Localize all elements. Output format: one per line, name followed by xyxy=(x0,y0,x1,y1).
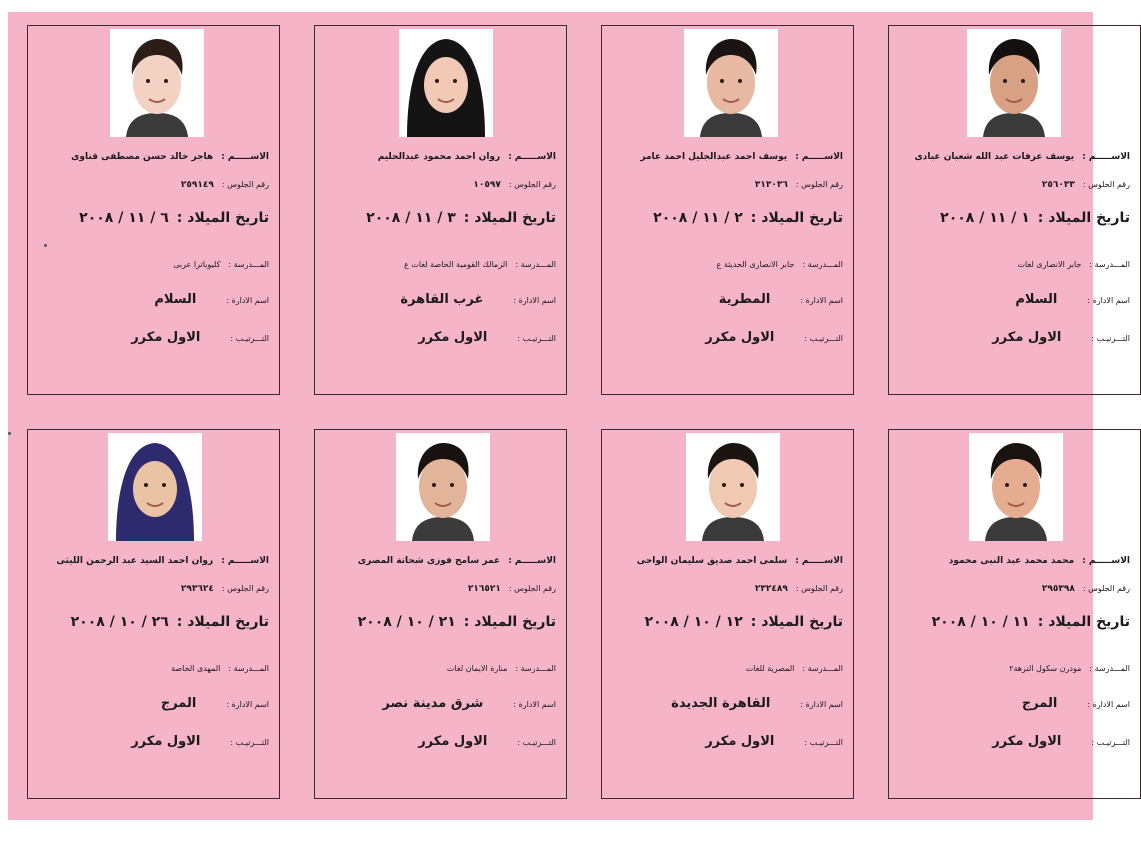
portrait-image xyxy=(399,29,493,137)
dob-label: تاريخ الميلاد : xyxy=(463,614,556,630)
dob-label: تاريخ الميلاد : xyxy=(176,614,269,630)
student-photo xyxy=(110,29,204,137)
student-name: روان احمد محمود عبدالحليم xyxy=(377,152,501,162)
school-name: المهدى الخاصة xyxy=(171,664,221,673)
rank-value: الاول مكرر xyxy=(705,734,775,749)
school-label: المـــدرسة : xyxy=(228,260,269,269)
seat-number: ٢٣٢٤٨٩ xyxy=(754,584,788,594)
seat-label: رقم الجلوس : xyxy=(508,584,556,593)
student-card xyxy=(601,25,854,395)
student-photo xyxy=(108,433,202,541)
admin-label: اسم الادارة : xyxy=(800,296,843,305)
dob-label: تاريخ الميلاد : xyxy=(176,210,269,226)
rank-label: التـــرتيـب : xyxy=(517,334,556,343)
dob-label: تاريخ الميلاد : xyxy=(1037,210,1130,226)
seat-label: رقم الجلوس : xyxy=(795,584,843,593)
admin-name: المرج xyxy=(1021,696,1058,711)
seat-label: رقم الجلوس : xyxy=(221,180,269,189)
rank-label: التـــرتيـب : xyxy=(1091,738,1130,747)
rank-value: الاول مكرر xyxy=(418,734,488,749)
seat-label: رقم الجلوس : xyxy=(221,584,269,593)
seat-number: ٢٥٩١٤٩ xyxy=(180,180,214,190)
rank-value: الاول مكرر xyxy=(992,330,1062,345)
student-name: روان احمد السيد عبد الرحمن الليثى xyxy=(56,556,214,566)
admin-name: المطرية xyxy=(718,292,771,307)
rank-value: الاول مكرر xyxy=(705,330,775,345)
student-card xyxy=(27,429,280,799)
scan-speck xyxy=(44,244,47,247)
birth-date: ٣ / ١١ / ٢٠٠٨ xyxy=(366,210,456,226)
rank-value: الاول مكرر xyxy=(131,330,201,345)
seat-number: ٣١٣٠٣٦ xyxy=(754,180,788,190)
birth-date: ١١ / ١٠ / ٢٠٠٨ xyxy=(931,614,1030,630)
rank-label: التـــرتيـب : xyxy=(804,334,843,343)
rank-value: الاول مكرر xyxy=(418,330,488,345)
rank-label: التـــرتيـب : xyxy=(1091,334,1130,343)
seat-number: ١٠٥٩٧ xyxy=(473,180,501,190)
portrait-image xyxy=(969,433,1063,541)
admin-name: غرب القاهرة xyxy=(400,292,484,307)
rank-label: التـــرتيـب : xyxy=(230,334,269,343)
student-card xyxy=(888,429,1141,799)
name-label: الاســـــم : xyxy=(795,556,843,566)
seat-label: رقم الجلوس : xyxy=(1082,180,1130,189)
seat-label: رقم الجلوس : xyxy=(795,180,843,189)
portrait-image xyxy=(684,29,778,137)
name-label: الاســـــم : xyxy=(221,556,269,566)
dob-label: تاريخ الميلاد : xyxy=(1037,614,1130,630)
school-name: كليوباترا عربى xyxy=(173,260,221,269)
student-photo xyxy=(684,29,778,137)
seat-number: ٢١٦٥٢١ xyxy=(467,584,501,594)
admin-label: اسم الادارة : xyxy=(513,296,556,305)
name-label: الاســـــم : xyxy=(795,152,843,162)
seat-number: ٢٥٦٠٣٣ xyxy=(1041,180,1075,190)
birth-date: ٢ / ١١ / ٢٠٠٨ xyxy=(653,210,743,226)
school-name: جابر الانصارى لغات xyxy=(1017,260,1082,269)
birth-date: ٢١ / ١٠ / ٢٠٠٨ xyxy=(357,614,456,630)
student-photo xyxy=(969,433,1063,541)
school-label: المـــدرسة : xyxy=(802,260,843,269)
admin-label: اسم الادارة : xyxy=(226,296,269,305)
student-card xyxy=(27,25,280,395)
portrait-image xyxy=(110,29,204,137)
admin-label: اسم الادارة : xyxy=(1087,700,1130,709)
birth-date: ٦ / ١١ / ٢٠٠٨ xyxy=(79,210,169,226)
school-label: المـــدرسة : xyxy=(228,664,269,673)
admin-name: شرق مدينة نصر xyxy=(382,696,484,711)
admin-label: اسم الادارة : xyxy=(226,700,269,709)
name-label: الاســـــم : xyxy=(508,152,556,162)
portrait-image xyxy=(686,433,780,541)
student-name: هاجر خالد حسن مصطفى قناوى xyxy=(71,152,214,162)
admin-label: اسم الادارة : xyxy=(513,700,556,709)
birth-date: ١ / ١١ / ٢٠٠٨ xyxy=(940,210,1030,226)
birth-date: ١٢ / ١٠ / ٢٠٠٨ xyxy=(644,614,743,630)
student-card xyxy=(314,25,567,395)
rank-value: الاول مكرر xyxy=(992,734,1062,749)
admin-label: اسم الادارة : xyxy=(1087,296,1130,305)
admin-label: اسم الادارة : xyxy=(800,700,843,709)
admin-name: السلام xyxy=(1015,292,1058,307)
portrait-image xyxy=(108,433,202,541)
seat-number: ٢٩٣٦٢٤ xyxy=(180,584,214,594)
document-sheet xyxy=(8,12,1130,820)
dob-label: تاريخ الميلاد : xyxy=(750,210,843,226)
student-name: يوسف احمد عبدالجليل احمد عامر xyxy=(640,152,788,162)
admin-name: القاهرة الجديدة xyxy=(671,696,771,711)
student-photo xyxy=(399,29,493,137)
school-name: منارة الايمان لغات xyxy=(446,664,508,673)
student-card xyxy=(888,25,1141,395)
student-name: عمر سامح فوزى شحاتة المصرى xyxy=(357,556,501,566)
school-name: المصرية للغات xyxy=(745,664,795,673)
school-name: الزمالك القومية الخاصة لغات ع xyxy=(404,260,508,269)
name-label: الاســـــم : xyxy=(508,556,556,566)
seat-number: ٢٩٥٣٩٨ xyxy=(1041,584,1075,594)
admin-name: المرج xyxy=(160,696,197,711)
seat-label: رقم الجلوس : xyxy=(1082,584,1130,593)
rank-label: التـــرتيـب : xyxy=(517,738,556,747)
school-name: مودرن سكول النزهة٢ xyxy=(1009,664,1082,673)
rank-label: التـــرتيـب : xyxy=(804,738,843,747)
rank-label: التـــرتيـب : xyxy=(230,738,269,747)
name-label: الاســـــم : xyxy=(1082,152,1130,162)
student-photo xyxy=(396,433,490,541)
school-name: جابر الانصارى الحديثة ع xyxy=(716,260,795,269)
birth-date: ٢٦ / ١٠ / ٢٠٠٨ xyxy=(70,614,169,630)
student-card xyxy=(314,429,567,799)
school-label: المـــدرسة : xyxy=(1089,664,1130,673)
scan-speck xyxy=(8,432,11,435)
name-label: الاســـــم : xyxy=(1082,556,1130,566)
seat-label: رقم الجلوس : xyxy=(508,180,556,189)
school-label: المـــدرسة : xyxy=(1089,260,1130,269)
school-label: المـــدرسة : xyxy=(515,260,556,269)
student-card xyxy=(601,429,854,799)
student-photo xyxy=(967,29,1061,137)
school-label: المـــدرسة : xyxy=(802,664,843,673)
dob-label: تاريخ الميلاد : xyxy=(750,614,843,630)
school-label: المـــدرسة : xyxy=(515,664,556,673)
portrait-image xyxy=(396,433,490,541)
student-name: محمد محمد عبد النبى محمود xyxy=(948,556,1075,566)
dob-label: تاريخ الميلاد : xyxy=(463,210,556,226)
portrait-image xyxy=(967,29,1061,137)
student-photo xyxy=(686,433,780,541)
name-label: الاســـــم : xyxy=(221,152,269,162)
student-name: سلمى احمد صديق سليمان الواحى xyxy=(636,556,788,566)
student-name: يوسف عرفات عبد الله شعبان عبادى xyxy=(914,152,1075,162)
admin-name: السلام xyxy=(154,292,197,307)
rank-value: الاول مكرر xyxy=(131,734,201,749)
